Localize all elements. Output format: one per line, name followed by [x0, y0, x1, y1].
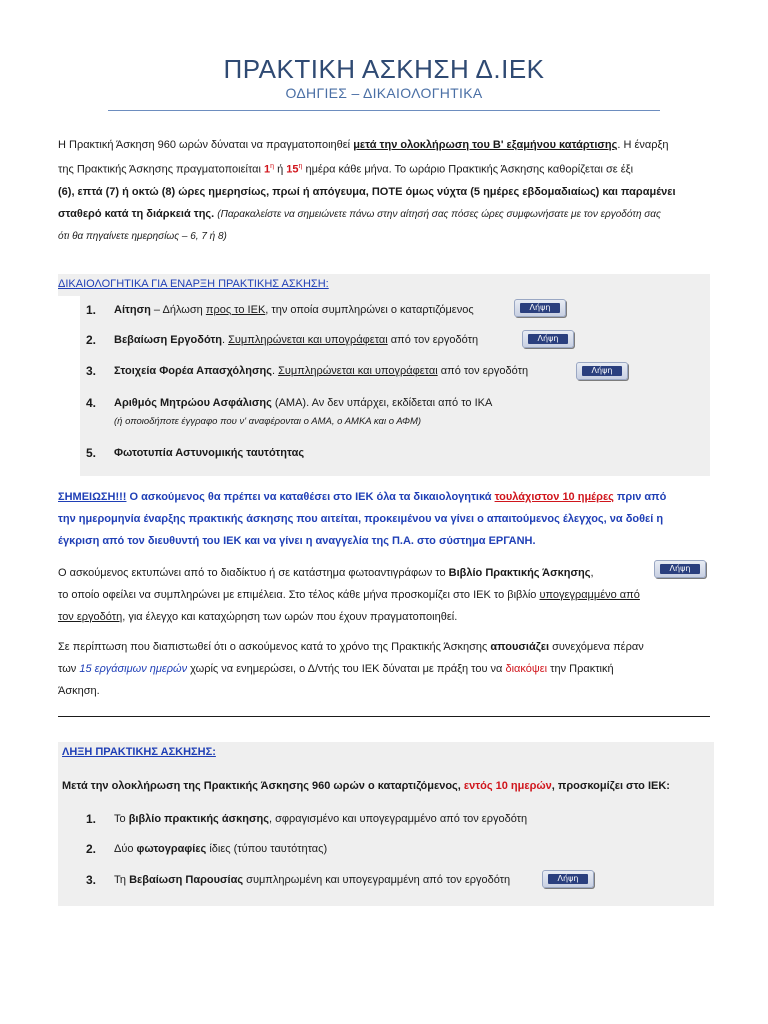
absence-line-1: Σε περίπτωση που διαπιστωθεί ότι ο ασκούμενος κατά το χρόνο της Πρακτικής Άσκησης απουσιάζει συνεχόμενα πέραν — [58, 641, 644, 653]
title-divider — [108, 110, 660, 111]
intro-paragraph — [58, 134, 710, 248]
docs-item-4: Αριθμός Μητρώου Ασφάλισης (ΑΜΑ). Αν δεν υπάρχει, εκδίδεται από το ΙΚΑ — [114, 397, 493, 409]
intro-line-4: σταθερό κατά τη διάρκειά της. (Παρακαλείστε να σημειώνετε πάνω στην αίτησή σας πόσες ώρες συμφωνήσατε με τον εργοδότη σας — [58, 207, 661, 220]
book-line-3: τον εργοδότη, για έλεγχο και καταχώρηση των ωρών που έχουν πραγματοποιηθεί. — [58, 611, 458, 623]
download-button-employer-certificate[interactable] — [522, 330, 574, 348]
page-title: ΠΡΑΚΤΙΚΗ ΑΣΚΗΣΗ Δ.ΙΕΚ — [223, 54, 545, 84]
download-button-attendance-certificate[interactable] — [542, 870, 594, 888]
absence-line-2: των 15 εργάσιμων ημερών χωρίς να ενημερώσει, ο Δ/ντής του ΙΕΚ δύναται με πράξη του να διακόψει την Πρακτική — [58, 663, 614, 675]
docs-item-3: Στοιχεία Φορέα Απασχόλησης. Συμπληρώνεται και υπογράφεται από τον εργοδότη — [114, 365, 529, 377]
end-item-1-number: 1. — [86, 812, 97, 826]
download-button-label: Λήψη — [548, 874, 588, 884]
docs-item-1-number: 1. — [86, 303, 97, 317]
page-subtitle: ΟΔΗΓΙΕΣ – ΔΙΚΑΙΟΛΟΓΗΤΙΚΑ — [285, 85, 483, 101]
end-item-2: Δύο φωτογραφίες ίδιες (τύπου ταυτότητας) — [114, 843, 328, 855]
download-button-label: Λήψη — [582, 366, 622, 376]
download-button-application[interactable] — [514, 299, 566, 317]
docs-item-4-note: (ή οποιοδήποτε έγγραφο που ν' αναφέρονται ο ΑΜΑ, ο ΑΜΚΑ και ο ΑΦΜ) — [114, 416, 422, 427]
book-line-1: Ο ασκούμενος εκτυπώνει από το διαδίκτυο ή σε κατάστημα φωτοαντιγράφων το Βιβλίο Πρακτικής Άσκησης, — [58, 567, 594, 579]
end-item-1: Το βιβλίο πρακτικής άσκησης, σφραγισμένο και υπογεγραμμένο από τον εργοδότη — [114, 813, 528, 825]
download-button-practice-book[interactable] — [654, 560, 706, 578]
docs-item-5: Φωτοτυπία Αστυνομικής ταυτότητας — [114, 447, 305, 459]
end-item-3-number: 3. — [86, 873, 97, 887]
end-item-3: Τη Βεβαίωση Παρουσίας συμπληρωμένη και υπογεγραμμένη από τον εργοδότη — [114, 874, 511, 886]
intro-line-3: (6), επτά (7) ή οκτώ (8) ώρες ημερησίως, πρωί ή απόγευμα, ΠΟΤΕ όμως νύχτα (5 ημέρες εβδομαδιαίως) και παραμένει — [58, 185, 676, 198]
end-heading: ΛΗΞΗ ΠΡΑΚΤΙΚΗΣ ΑΣΚΗΣΗΣ: — [62, 746, 216, 758]
download-button-label: Λήψη — [528, 334, 568, 344]
note-paragraph — [58, 486, 710, 552]
docs-heading: ΔΙΚΑΙΟΛΟΓΗΤΙΚΑ ΓΙΑ ΕΝΑΡΞΗ ΠΡΑΚΤΙΚΗΣ ΑΣΚΗΣΗ: — [58, 278, 329, 290]
book-line-2: το οποίο οφείλει να συμπληρώνει με επιμέλεια. Στο τέλος κάθε μήνα προσκομίζει στο ΙΕΚ το βιβλίο υπογεγραμμένο από — [58, 589, 640, 601]
docs-item-4-number: 4. — [86, 396, 97, 410]
note-line-1: ΣΗΜΕΙΩΣΗ!!! Ο ασκούμενος θα πρέπει να καταθέσει στο ΙΕΚ όλα τα δικαιολογητικά τουλάχιστον 10 ημέρες πριν από — [58, 491, 667, 503]
intro-line-5: ότι θα πηγαίνετε ημερησίως – 6, 7 ή 8) — [58, 230, 227, 242]
docs-item-3-number: 3. — [86, 364, 97, 378]
docs-item-5-number: 5. — [86, 446, 97, 460]
note-line-3: έγκριση από τον διευθυντή του ΙΕΚ και να γίνει η αναγγελία της Π.Α. στο σύστημα ΕΡΓΑΝΗ. — [58, 535, 536, 547]
intro-line-1: Η Πρακτική Άσκηση 960 ωρών δύναται να πραγματοποιηθεί μετά την ολοκλήρωση του Β' εξαμήνου κατάρτισης. Η έναρξη — [58, 139, 669, 151]
end-item-2-number: 2. — [86, 842, 97, 856]
absence-line-3: Άσκηση. — [58, 685, 100, 697]
section-divider — [58, 716, 710, 717]
note-line-2: την ημερομηνία έναρξης πρακτικής άσκησης που αιτείται, προκειμένου να γίνει ο απαιτούμενος έλεγχος, να δοθεί η — [58, 513, 664, 525]
intro-line-2: της Πρακτικής Άσκησης πραγματοποιείται $1^\eta$ ή $15^\eta$ ημέρα κάθε μήνα. Το ωράριο Πρακτικής Άσκησης καθορίζεται σε έξι — [58, 163, 634, 176]
book-paragraph — [58, 562, 710, 628]
download-button-label: Λήψη — [520, 303, 560, 313]
download-button-label: Λήψη — [660, 564, 700, 574]
docs-item-2-number: 2. — [86, 333, 97, 347]
docs-heading-bar — [58, 274, 710, 296]
download-button-employer-details[interactable] — [576, 362, 628, 380]
end-intro: Μετά την ολοκλήρωση της Πρακτικής Άσκησης 960 ωρών ο καταρτιζόμενος, εντός 10 ημερών, προσκομίζει στο ΙΕΚ: — [62, 780, 670, 792]
docs-item-2: Βεβαίωση Εργοδότη. Συμπληρώνεται και υπογράφεται από τον εργοδότη — [114, 334, 479, 346]
docs-item-1: Αίτηση – Δήλωση προς το ΙΕΚ, την οποία συμπληρώνει ο καταρτιζόμενος — [114, 304, 474, 316]
absence-paragraph — [58, 636, 710, 702]
